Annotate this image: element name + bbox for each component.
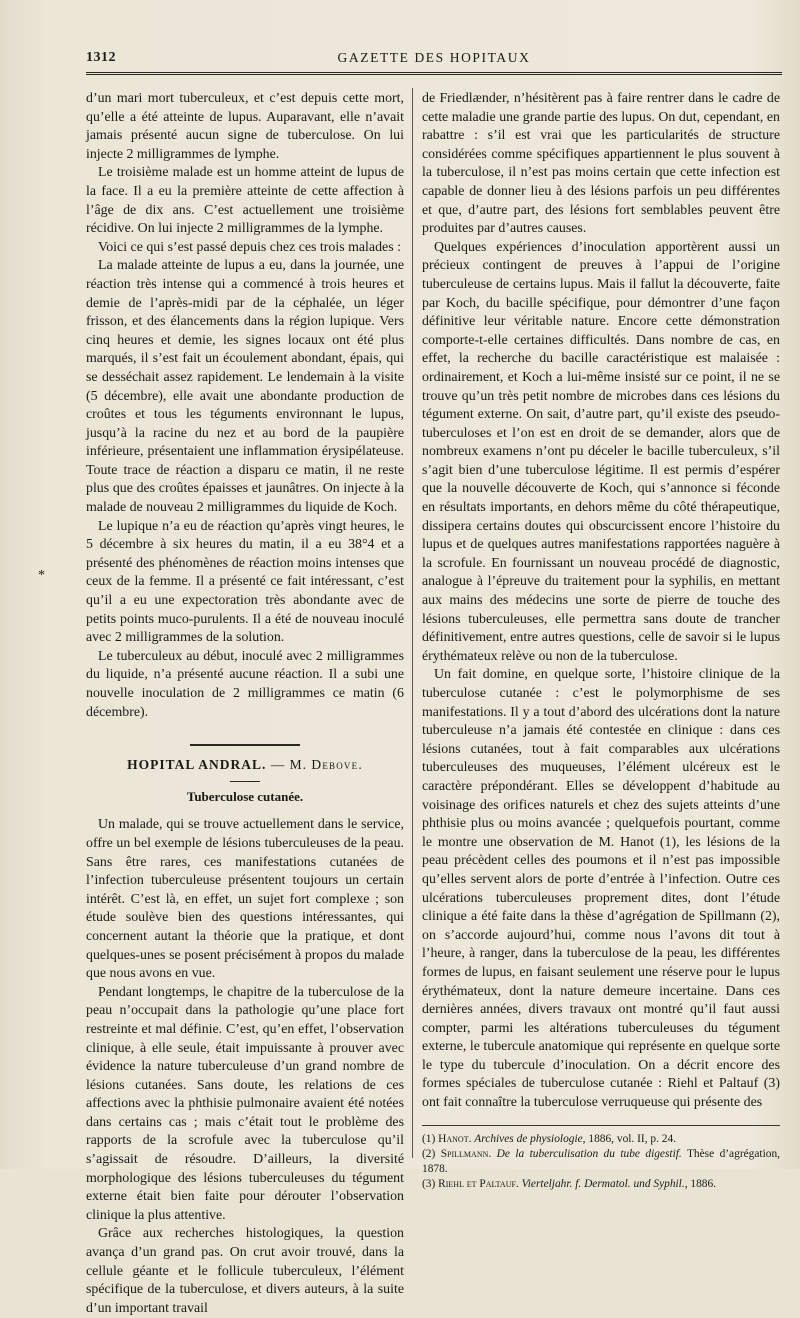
section-separator xyxy=(86,736,404,746)
footnote-rest: Thèse d’agrégation, 1878. xyxy=(422,1147,780,1175)
footnote-author: Riehl et Paltauf. xyxy=(438,1177,519,1190)
header-rule xyxy=(86,72,782,75)
paragraph: de Friedlænder, n’hésitèrent pas à faire rentrer dans le cadre de cette maladie une grande partie des lupus. On dut, cependant, en rabattre : s’il est vrai que les particularités de structure considérées comme spécifiques appartiennent le plus souvent à la tuberculose, il n’est pas moins certain que cette infection est capable de donner lieu à des lésions parfois un peu différentes et que, d’autre part, des lésions fort semblables peuvent être produites par d’autres causes. xyxy=(422,91,780,237)
footnote-number: (3) xyxy=(422,1177,439,1190)
footnote-rest: 1886. xyxy=(687,1177,717,1190)
paragraph: Voici ce qui s’est passé depuis chez ces trois malades : xyxy=(98,239,401,255)
footnote-number: (2) xyxy=(422,1147,441,1160)
page-header xyxy=(86,48,782,70)
footnote xyxy=(422,1147,780,1177)
paragraph: Le lupique n’a eu de réaction qu’après vingt heures, le 5 décembre à six heures du matin, il a eu 38°4 et a présenté des phénomènes de réaction moins intenses que ceux de la femme. Il a présenté ce fait intéressant, c’est qu’il a eu une expectoration très abondante avec de petits points muco-purulents. Il a été de nouveau inoculé avec 2 milligrammes de la solution. xyxy=(86,518,404,646)
paragraph: Pendant longtemps, le chapitre de la tuberculose de la peau n’occupait dans la pathologie qu’une place fort restreinte et mal définie. C’est, qu’en effet, l’observation clinique, à elle seule, était impuissante à prouver avec évidence la nature tuberculeuse d’un grand nombre de lésions cutanées. Sans doute, les relations de ces affections avec la phthisie pulmonaire avaient été notées dans certains cas ; mais c’était tout le problème des rapports de la scrofule avec la tuberculose qu’il s’agissait de résoudre. D’ailleurs, la diversité morphologique des lésions tuberculeuses du tégument externe était bien faite pour dérouter l’observation clinique la plus attentive. xyxy=(86,984,404,1223)
heading-rule xyxy=(230,781,260,782)
footnote-rest: 1886, vol. II, p. 24. xyxy=(585,1132,677,1145)
right-column xyxy=(422,90,780,1192)
paragraph: La malade atteinte de lupus a eu, dans la journée, une réaction très intense qui a commencé à trois heures et demie de l’après-midi par de la céphalée, un léger frisson, et des élancements dans la région lupique. Vers cinq heures et demie, les signes locaux ont été plus marqués, il s’est fait un écoulement abondant, épais, qui se desséchait assez rapidement. Le lendemain à la visite (5 décembre), elle avait une abondante production de croûtes et tous les téguments environnant le lupus, jusqu’à la racine du nez et au bord de la paupière inférieure, présentaient une inflammation érysipélateuse. Toute trace de réaction a disparu ce matin, il ne reste plus que des croûtes épaisses et jaunâtres. On injecte à la malade de nouveau 2 milligrammes du liquide de Koch. xyxy=(86,258,404,516)
paragraph: Un malade, qui se trouve actuellement dans le service, offre un bel exemple de lésions tuberculeuses de la peau. Sans être rares, ces manifestations cutanées de l’infection tuberculeuse présentent toujours un certain intérêt. C’est là, en effet, un sujet fort complexe ; son étude soulève bien des questions intéressantes, qui concernent autant la théorie que la pratique, et dont quelques-unes se posent précisément à propos du malade que nous avons en vue. xyxy=(86,817,404,982)
journal-title: GAZETTE DES HOPITAUX xyxy=(337,50,531,65)
paragraph: Le troisième malade est un homme atteint de lupus de la face. Il a eu la première atteinte de cette affection à l’âge de dix ans. C’est actuellement une troisième récidive. On lui injecte 2 milligrammes de la lymphe. xyxy=(86,165,404,237)
paragraph: d’un mari mort tuberculeux, et c’est depuis cette mort, qu’elle a été atteinte de lupus. Auparavant, elle n’avait jamais présenté aucun signe de tuberculose. On lui injecte 2 milligrammes de lymphe. xyxy=(86,91,404,162)
footnote xyxy=(422,1177,780,1192)
footnote-title: De la tuberculisation du tube digestif. xyxy=(496,1147,682,1160)
paragraph: Un fait domine, en quelque sorte, l’histoire clinique de la tuberculose cutanée : c’est le polymorphisme de ses manifestations. Il y a tout d’abord des ulcérations dont la nature tuberculeuse n’a jamais été contestée en clinique : dans ces lésions cutanées, tout à fait comparables aux ulcérations tuberculeuses des muqueuses, l’élément ulcéreux est le caractère prépondérant. Elles se développent d’habitude au voisinage des orifices naturels et chez des sujets atteints d’une phthisie plus ou moins avancée ; quelquefois pourtant, comme le montre une observation de M. Hanot (1), les lésions de la peau précèdent celles des poumons et il n’est pas impossible qu’elles servent alors de porte d’entrée à l’infection. Outre ces ulcérations tuberculeuses proprement dites, dont l’étude clinique a été faite dans la thèse d’agrégation de Spillmann (2), on s’accorde aujourd’hui, comme nous l’avons dit tout à l’heure, à ranger, dans la tuberculose de la peau, les différentes formes de lupus, en faisant seulement une réserve pour le lupus érythémateux, dont la nature demeure incertaine. Dans ces dernières années, divers travaux ont montré qu’il faut aussi compter, parmi les altérations tuberculeuses du tégument externe, le tubercule anatomique qui représente en quelque sorte le type du tubercule d’inoculation. On a décrit encore des formes spéciales de tuberculose cutanée : Riehl et Paltauf (3) ont fait connaître la tuberculose verruqueuse qui présente des xyxy=(422,667,780,1111)
doctor-name: Debove. xyxy=(311,757,363,773)
footnote-title: Vierteljahr. f. Dermatol. und Syphil., xyxy=(521,1177,688,1190)
footnote-rule xyxy=(422,1125,780,1126)
paragraph: Grâce aux recherches histologiques, la question avança d’un grand pas. On crut avoir trouvé, dans la cellule géante et le follicule tuberculeux, l’élément spécifique de la tuberculose, et divers auteurs, à la suite d’un important travail xyxy=(86,1226,404,1316)
hospital-name: HOPITAL ANDRAL. xyxy=(127,757,267,773)
heading-dash: — M. xyxy=(266,757,312,773)
section-heading xyxy=(86,756,404,775)
footnote-title: Archives de physiologie, xyxy=(474,1132,586,1145)
footnote xyxy=(422,1132,780,1147)
footnotes xyxy=(422,1132,780,1192)
left-column xyxy=(86,90,404,1318)
paragraph: Quelques expériences d’inoculation apportèrent aussi un précieux contingent de preuves à l’appui de l’origine tuberculeuse de certains lupus. Mais il fallut la découverte, faite par Koch, du bacille spécifique, pour démontrer d’une façon définitive leur véritable nature. Encore cette démonstration comporte-t-elle certaines difficultés. Dans nombre de cas, en effet, la recherche du bacille caractéristique est malaisée : ordinairement, et Koch a lui-même insisté sur ce point, il ne se trouve qu’un très petit nombre de microbes dans ces lésions du tégument externe. On sait, d’autre part, qu’il existe des pseudo-tuberculoses et l’on est en droit de se demander, alors que de nombreux examens n’ont pu déceler le bacille tuberculeux, s’il s’agit bien d’une tuberculose légitime. Il est permis d’espérer que la nouvelle découverte de Koch, qui s’annonce si féconde en résultats importants, en dehors même du côté thérapeutique, dissipera certains doutes qui obscurcissent encore l’histoire du lupus et de quelques autres manifestations rapportées naguère à la scrofule. En fournissant un nouveau procédé de diagnostic, analogue à l’épreuve du traitement pour la syphilis, en mettant aux mains des médecins une sorte de pierre de touche des lésions tuberculeuses, elle permettra sans doute de trancher définitivement, entre autres questions, celle de savoir si le lupus érythémateux relève ou non de la tuberculose. xyxy=(422,239,780,664)
paragraph: Le tuberculeux au début, inoculé avec 2 milligrammes du liquide, n’a présenté aucune réaction. Il a subi une nouvelle inoculation de 2 milligrammes ce matin (6 décembre). xyxy=(86,648,404,720)
footnote-author: Spillmann. xyxy=(440,1147,492,1160)
footnote-author: Hanot. xyxy=(438,1132,472,1145)
footnote-number: (1) xyxy=(422,1132,439,1145)
column-separator xyxy=(412,88,413,1158)
margin-mark: * xyxy=(38,568,45,583)
page-number: 1312 xyxy=(86,50,116,65)
section-subtitle: Tuberculose cutanée. xyxy=(186,788,304,804)
